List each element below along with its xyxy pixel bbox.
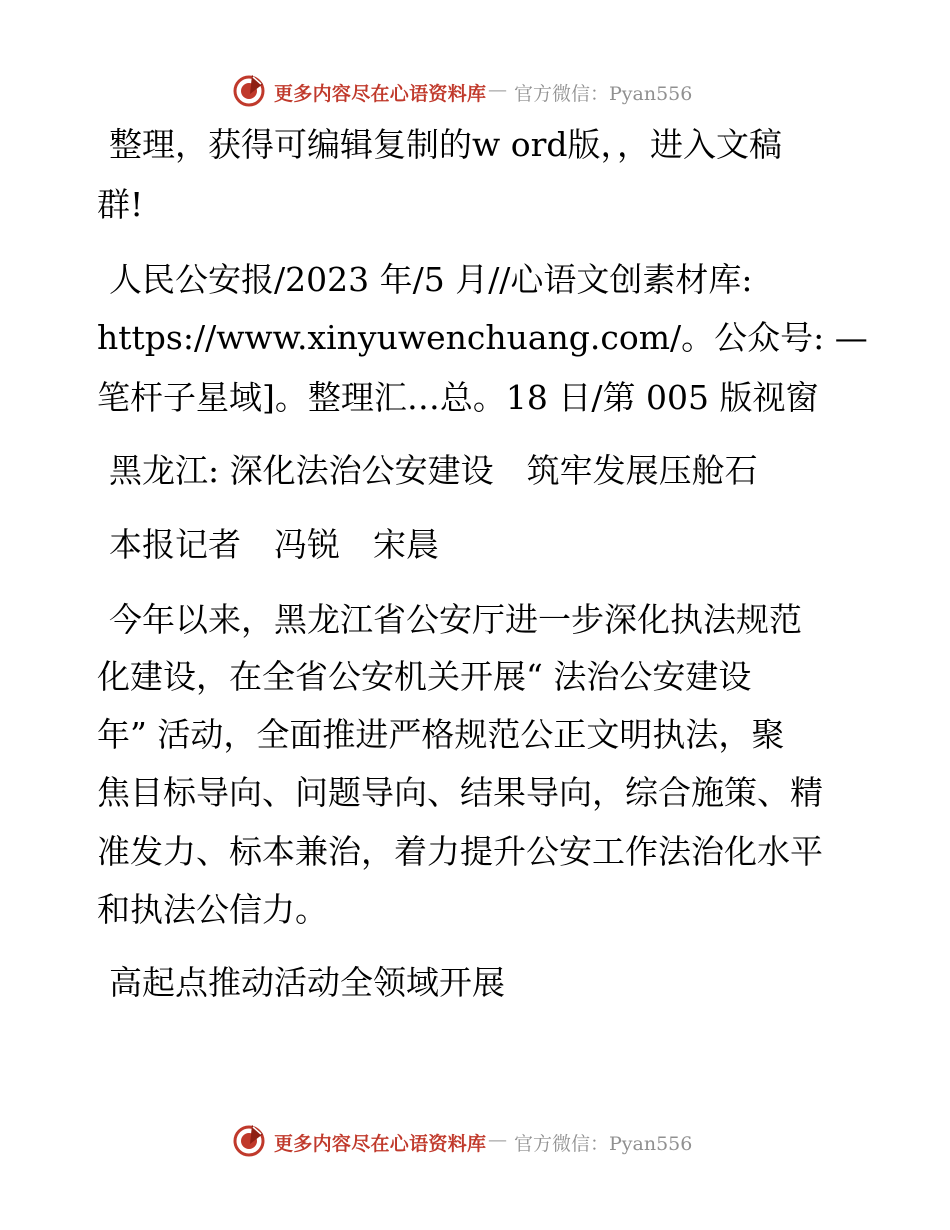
paragraph-line: 和执法公信力。 bbox=[97, 890, 328, 929]
pen-seal-logo-icon bbox=[232, 1122, 268, 1158]
section-heading: 高起点推动活动全领域开展 bbox=[109, 963, 505, 1002]
paragraph-line: 今年以来，黑龙江省公安厅进一步深化执法规范 bbox=[109, 600, 802, 639]
source-line: 笔杆子星域]。整理汇…总。18 日/第 005 版视窗 bbox=[97, 378, 819, 417]
footer-banner bbox=[0, 1120, 950, 1160]
banner-wechat: 官方微信：Pyan556 bbox=[514, 83, 693, 105]
source-line: 人民公安报/2023 年/5 月//心语文创素材库: bbox=[109, 260, 753, 299]
pen-seal-logo-icon bbox=[232, 72, 268, 108]
text-line: 整理，获得可编辑复制的w ord版，，进入文稿 bbox=[109, 125, 783, 164]
paragraph-line: 年” 活动，全面推进严格规范公正文明执法，聚 bbox=[97, 715, 785, 754]
paragraph-line: 准发力、标本兼治，着力提升公安工作法治化水平 bbox=[97, 832, 823, 871]
article-title: 黑龙江: 深化法治公安建设 筑牢发展压舱石 bbox=[109, 451, 758, 490]
paragraph-line: 焦目标导向、问题导向、结果导向，综合施策、精 bbox=[97, 773, 823, 812]
paragraph-line: 化建设，在全省公安机关开展“ 法治公安建设 bbox=[97, 657, 752, 696]
banner-title: 更多内容尽在心语资料库 bbox=[274, 1133, 487, 1155]
banner-title: 更多内容尽在心语资料库 bbox=[274, 83, 487, 105]
banner-dash: — bbox=[488, 79, 507, 101]
text-line: 群! bbox=[97, 185, 144, 224]
banner-dash: — bbox=[488, 1129, 507, 1151]
source-url-line: https://www.xinyuwenchuang.com/。公众号: — bbox=[97, 318, 868, 357]
banner-wechat: 官方微信：Pyan556 bbox=[514, 1133, 693, 1155]
header-banner bbox=[0, 70, 950, 110]
article-byline: 本报记者 冯锐 宋晨 bbox=[109, 525, 439, 564]
